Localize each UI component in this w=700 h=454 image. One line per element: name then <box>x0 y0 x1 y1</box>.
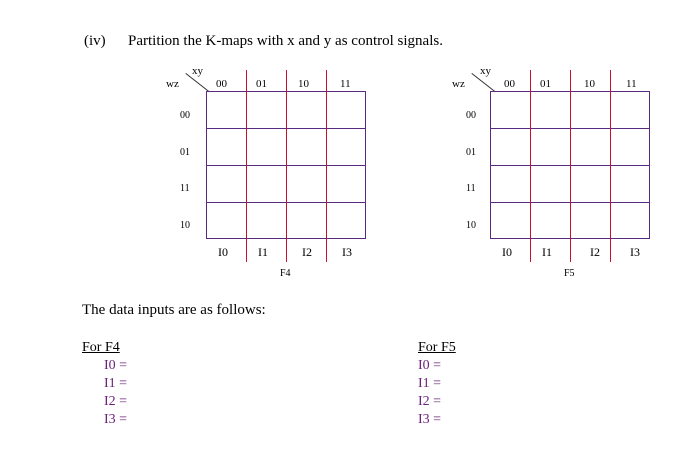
kmap-col-divider <box>326 92 327 240</box>
kmap-col-label: 11 <box>626 78 637 90</box>
kmap-row-variable: wz <box>452 78 465 90</box>
kmap-function-label: F5 <box>564 268 575 279</box>
kmap-col-label: 00 <box>216 78 227 90</box>
kmap-row-label: 01 <box>466 147 476 158</box>
question-text: Partition the K-maps with x and y as control signals. <box>128 33 443 49</box>
kmap-col-label: 01 <box>540 78 551 90</box>
kmap-row-label: 11 <box>466 183 476 194</box>
kmap-col-divider <box>286 92 287 240</box>
kmap-col-variable: xy <box>192 65 203 77</box>
kmap-partition-line <box>246 70 247 92</box>
input-assignment: I3 = <box>104 412 128 427</box>
kmap-row-label: 10 <box>180 220 190 231</box>
kmap-col-divider <box>610 92 611 240</box>
kmap-partition-line <box>326 240 327 262</box>
kmap-input-label: I0 <box>502 245 512 259</box>
kmap-row-label: 00 <box>180 110 190 121</box>
kmap-partition-line <box>530 70 531 92</box>
kmap-input-label: I3 <box>630 245 640 259</box>
input-assignment: I0 = <box>418 358 442 373</box>
kmap-col-label: 01 <box>256 78 267 90</box>
kmap-grid <box>206 91 366 239</box>
kmap-col-label: 10 <box>298 78 309 90</box>
kmap-partition-line <box>246 240 247 262</box>
kmap-row-label: 00 <box>466 110 476 121</box>
kmap-col-divider <box>246 92 247 240</box>
kmap-col-label: 10 <box>584 78 595 90</box>
kmap-col-divider <box>530 92 531 240</box>
kmap-function-label: F4 <box>280 268 291 279</box>
kmap-input-label: I1 <box>542 245 552 259</box>
kmap-row-label: 11 <box>180 183 190 194</box>
kmap-col-label: 00 <box>504 78 515 90</box>
kmap-partition-line <box>570 240 571 262</box>
kmap-partition-line <box>286 240 287 262</box>
kmap-grid <box>490 91 650 239</box>
kmap-input-label: I0 <box>218 245 228 259</box>
kmap-partition-line <box>530 240 531 262</box>
group-title-f4: For F4 <box>82 340 120 355</box>
input-assignment: I1 = <box>418 376 442 391</box>
kmap-input-label: I2 <box>590 245 600 259</box>
kmap-partition-line <box>570 70 571 92</box>
input-assignment: I0 = <box>104 358 128 373</box>
input-assignment: I2 = <box>104 394 128 409</box>
kmap-input-label: I3 <box>342 245 352 259</box>
input-assignment: I1 = <box>104 376 128 391</box>
kmap-partition-line <box>286 70 287 92</box>
kmap-col-label: 11 <box>340 78 351 90</box>
data-inputs-heading: The data inputs are as follows: <box>82 302 266 318</box>
input-assignment: I2 = <box>418 394 442 409</box>
group-title-f5: For F5 <box>418 340 456 355</box>
kmap-partition-line <box>610 240 611 262</box>
kmap-row-label: 01 <box>180 147 190 158</box>
input-assignment: I3 = <box>418 412 442 427</box>
question-number: (iv) <box>84 33 106 49</box>
kmap-col-variable: xy <box>480 65 491 77</box>
kmap-col-divider <box>570 92 571 240</box>
kmap-row-label: 10 <box>466 220 476 231</box>
kmap-partition-line <box>610 70 611 92</box>
kmap-partition-line <box>326 70 327 92</box>
kmap-input-label: I2 <box>302 245 312 259</box>
kmap-input-label: I1 <box>258 245 268 259</box>
kmap-row-variable: wz <box>166 78 179 90</box>
